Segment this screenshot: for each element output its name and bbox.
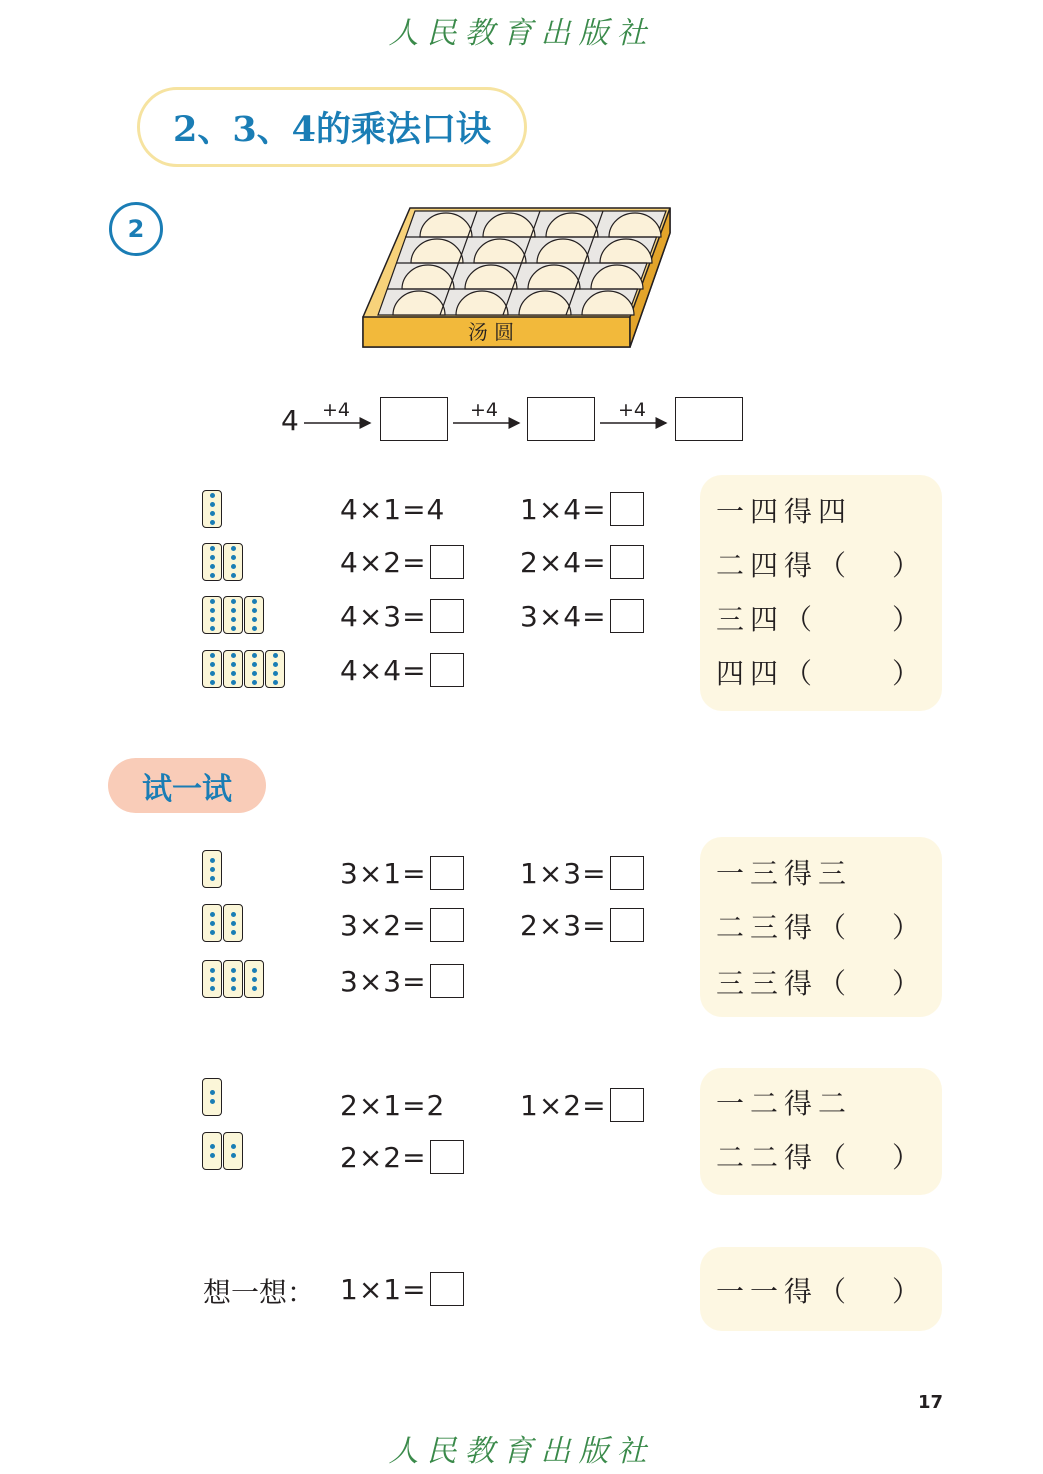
- dot-card: [202, 650, 222, 688]
- lesson-title: 2、3、4的乘法口诀: [137, 87, 527, 167]
- dot: [231, 653, 236, 658]
- equation-text: 3×1=: [340, 856, 427, 890]
- dot: [210, 671, 215, 676]
- dot: [252, 599, 257, 604]
- dot: [231, 546, 236, 551]
- dot: [210, 1144, 215, 1149]
- rhyme-text: 四四（: [716, 657, 819, 690]
- answer-box[interactable]: [610, 599, 644, 633]
- publisher-footer: 人民教育出版社: [388, 1434, 655, 1469]
- dot: [210, 617, 215, 622]
- equation-text: 1×2=: [520, 1088, 607, 1122]
- dice-4x3: [202, 596, 264, 634]
- rhyme-line: [716, 544, 926, 584]
- equation-text: 1×4=: [520, 492, 607, 526]
- equation-3x1: [340, 854, 464, 892]
- dot: [210, 1153, 215, 1158]
- dot: [231, 617, 236, 622]
- rhyme-close: ）: [891, 603, 926, 636]
- answer-box[interactable]: [430, 599, 464, 633]
- answer-box[interactable]: [430, 1272, 464, 1306]
- equation-text: 4×3=: [340, 599, 427, 633]
- dot: [210, 502, 215, 507]
- dot-card: [265, 650, 285, 688]
- rhyme-close: ）: [891, 657, 926, 690]
- rhyme-line: [716, 1082, 926, 1122]
- answer-box[interactable]: [430, 545, 464, 579]
- dot: [231, 968, 236, 973]
- dot: [273, 653, 278, 658]
- equation-1x1: [340, 1270, 464, 1308]
- dot: [210, 662, 215, 667]
- dot-card: [202, 1078, 222, 1116]
- dot: [231, 921, 236, 926]
- sequence-answer-box-2[interactable]: [527, 397, 595, 441]
- rhyme-close: ）: [891, 967, 926, 1000]
- equation-1x4: [520, 490, 644, 528]
- dot-card: [223, 543, 243, 581]
- dot: [252, 653, 257, 658]
- page-number: 17: [918, 1392, 944, 1413]
- rhyme-line: [716, 1270, 926, 1310]
- dice-3x3: [202, 960, 264, 998]
- dot: [210, 1099, 215, 1104]
- dot: [210, 1090, 215, 1095]
- rhyme-close: ）: [891, 1275, 926, 1308]
- rhyme-line: [716, 962, 926, 1002]
- dot: [231, 555, 236, 560]
- rhyme-text: 一一得（: [716, 1275, 853, 1308]
- tray-label: 汤 圆: [467, 320, 515, 344]
- dot: [252, 968, 257, 973]
- dice-4x2: [202, 543, 243, 581]
- dot: [210, 977, 215, 982]
- dot-card: [244, 960, 264, 998]
- dice-3x1: [202, 850, 222, 888]
- equation-text: 4×2=: [340, 545, 427, 579]
- rhyme-text: 三四（: [716, 603, 819, 636]
- dot-card: [202, 596, 222, 634]
- rhyme-text: 一四得四: [716, 495, 853, 528]
- dot: [273, 662, 278, 667]
- answer-box[interactable]: [430, 908, 464, 942]
- rhyme-text: 一二得二: [716, 1087, 853, 1120]
- example-number: 2: [109, 202, 163, 256]
- equation-text: 3×4=: [520, 599, 607, 633]
- rhyme-close: ）: [891, 911, 926, 944]
- dot: [210, 921, 215, 926]
- dot: [210, 520, 215, 525]
- dot: [210, 608, 215, 613]
- dot: [210, 876, 215, 881]
- dot: [210, 599, 215, 604]
- dot: [210, 968, 215, 973]
- answer-box[interactable]: [430, 856, 464, 890]
- equation-4x2: [340, 543, 464, 581]
- dot: [231, 1153, 236, 1158]
- dot: [231, 930, 236, 935]
- dot: [231, 1144, 236, 1149]
- dot: [231, 986, 236, 991]
- equation-1x3: [520, 854, 644, 892]
- answer-box[interactable]: [610, 1088, 644, 1122]
- equation-1x2: [520, 1086, 644, 1124]
- answer-box[interactable]: [610, 492, 644, 526]
- answer-box[interactable]: [610, 545, 644, 579]
- dot: [252, 608, 257, 613]
- equation-text: 4×4=: [340, 653, 427, 687]
- equation-text: 1×3=: [520, 856, 607, 890]
- equation-3x2: [340, 906, 464, 944]
- step-label-2: +4: [470, 399, 499, 421]
- dot-card: [223, 904, 243, 942]
- dot: [231, 626, 236, 631]
- equation-3x4: [520, 597, 644, 635]
- dot: [252, 977, 257, 982]
- dot: [210, 493, 215, 498]
- dot: [231, 912, 236, 917]
- dot: [210, 564, 215, 569]
- dot: [231, 662, 236, 667]
- rhyme-text: 一三得三: [716, 857, 853, 890]
- step-label-1: +4: [322, 399, 351, 421]
- answer-box[interactable]: [610, 856, 644, 890]
- dice-3x2: [202, 904, 243, 942]
- dot: [252, 617, 257, 622]
- rhyme-close: ）: [891, 549, 926, 582]
- rhyme-text: 三三得（: [716, 967, 853, 1000]
- equation-2x2: [340, 1138, 464, 1176]
- dot: [210, 680, 215, 685]
- equation-text: 2×2=: [340, 1140, 427, 1174]
- answer-box[interactable]: [430, 1140, 464, 1174]
- dot-card: [244, 650, 264, 688]
- rhyme-line: [716, 652, 926, 692]
- dot-card: [202, 543, 222, 581]
- dot: [231, 608, 236, 613]
- rhyme-close: ）: [891, 1141, 926, 1174]
- rhyme-line: [716, 852, 926, 892]
- dot-card: [202, 904, 222, 942]
- equation-4x1: [340, 490, 445, 528]
- dot: [252, 671, 257, 676]
- dot: [210, 986, 215, 991]
- dice-2x1: [202, 1078, 222, 1116]
- equation-text: 2×4=: [520, 545, 607, 579]
- dot: [210, 912, 215, 917]
- dot: [231, 564, 236, 569]
- dot: [252, 986, 257, 991]
- dot-card: [202, 1132, 222, 1170]
- dot: [210, 653, 215, 658]
- sequence-answer-box-1[interactable]: [380, 397, 448, 441]
- dot: [210, 626, 215, 631]
- dot: [210, 511, 215, 516]
- equation-3x3: [340, 962, 464, 1000]
- think-label: 想一想：: [203, 1276, 316, 1309]
- dot: [252, 680, 257, 685]
- tangyuan-tray-illustration: [360, 205, 676, 353]
- dot: [231, 573, 236, 578]
- dot: [252, 662, 257, 667]
- sequence-start: 4: [281, 404, 299, 437]
- dot: [210, 930, 215, 935]
- dot: [210, 555, 215, 560]
- dot-card: [202, 490, 222, 528]
- dice-4x4: [202, 650, 285, 688]
- rhyme-line: [716, 1136, 926, 1176]
- dot: [231, 977, 236, 982]
- equation-text: 4×1=4: [340, 492, 446, 526]
- rhyme-line: [716, 598, 926, 638]
- dot: [210, 858, 215, 863]
- dot: [210, 546, 215, 551]
- dot: [273, 680, 278, 685]
- dice-4x1: [202, 490, 222, 528]
- dot-card: [223, 596, 243, 634]
- publisher-header: 人民教育出版社: [388, 16, 655, 51]
- equation-text: 3×2=: [340, 908, 427, 942]
- dot: [210, 867, 215, 872]
- dot: [273, 671, 278, 676]
- sequence-answer-box-3[interactable]: [675, 397, 743, 441]
- equation-text: 3×3=: [340, 964, 427, 998]
- dot-card: [223, 1132, 243, 1170]
- rhyme-text: 二四得（: [716, 549, 853, 582]
- rhyme-line: [716, 906, 926, 946]
- dot-card: [223, 650, 243, 688]
- try-it-label: 试一试: [108, 758, 266, 813]
- rhyme-text: 二二得（: [716, 1141, 853, 1174]
- equation-text: 2×1=2: [340, 1088, 446, 1122]
- equation-2x1: [340, 1086, 445, 1124]
- dot: [231, 680, 236, 685]
- equation-2x3: [520, 906, 644, 944]
- dot-card: [244, 596, 264, 634]
- rhyme-line: [716, 490, 926, 530]
- answer-box[interactable]: [610, 908, 644, 942]
- dot: [210, 573, 215, 578]
- dice-2x2: [202, 1132, 243, 1170]
- equation-4x4: [340, 651, 464, 689]
- dot-card: [223, 960, 243, 998]
- dot-card: [202, 960, 222, 998]
- dot: [231, 599, 236, 604]
- answer-box[interactable]: [430, 653, 464, 687]
- rhyme-text: 二三得（: [716, 911, 853, 944]
- dot: [231, 671, 236, 676]
- step-label-3: +4: [618, 399, 647, 421]
- dot: [252, 626, 257, 631]
- equation-2x4: [520, 543, 644, 581]
- equation-4x3: [340, 597, 464, 635]
- equation-text: 2×3=: [520, 908, 607, 942]
- dot-card: [202, 850, 222, 888]
- equation-text: 1×1=: [340, 1272, 427, 1306]
- answer-box[interactable]: [430, 964, 464, 998]
